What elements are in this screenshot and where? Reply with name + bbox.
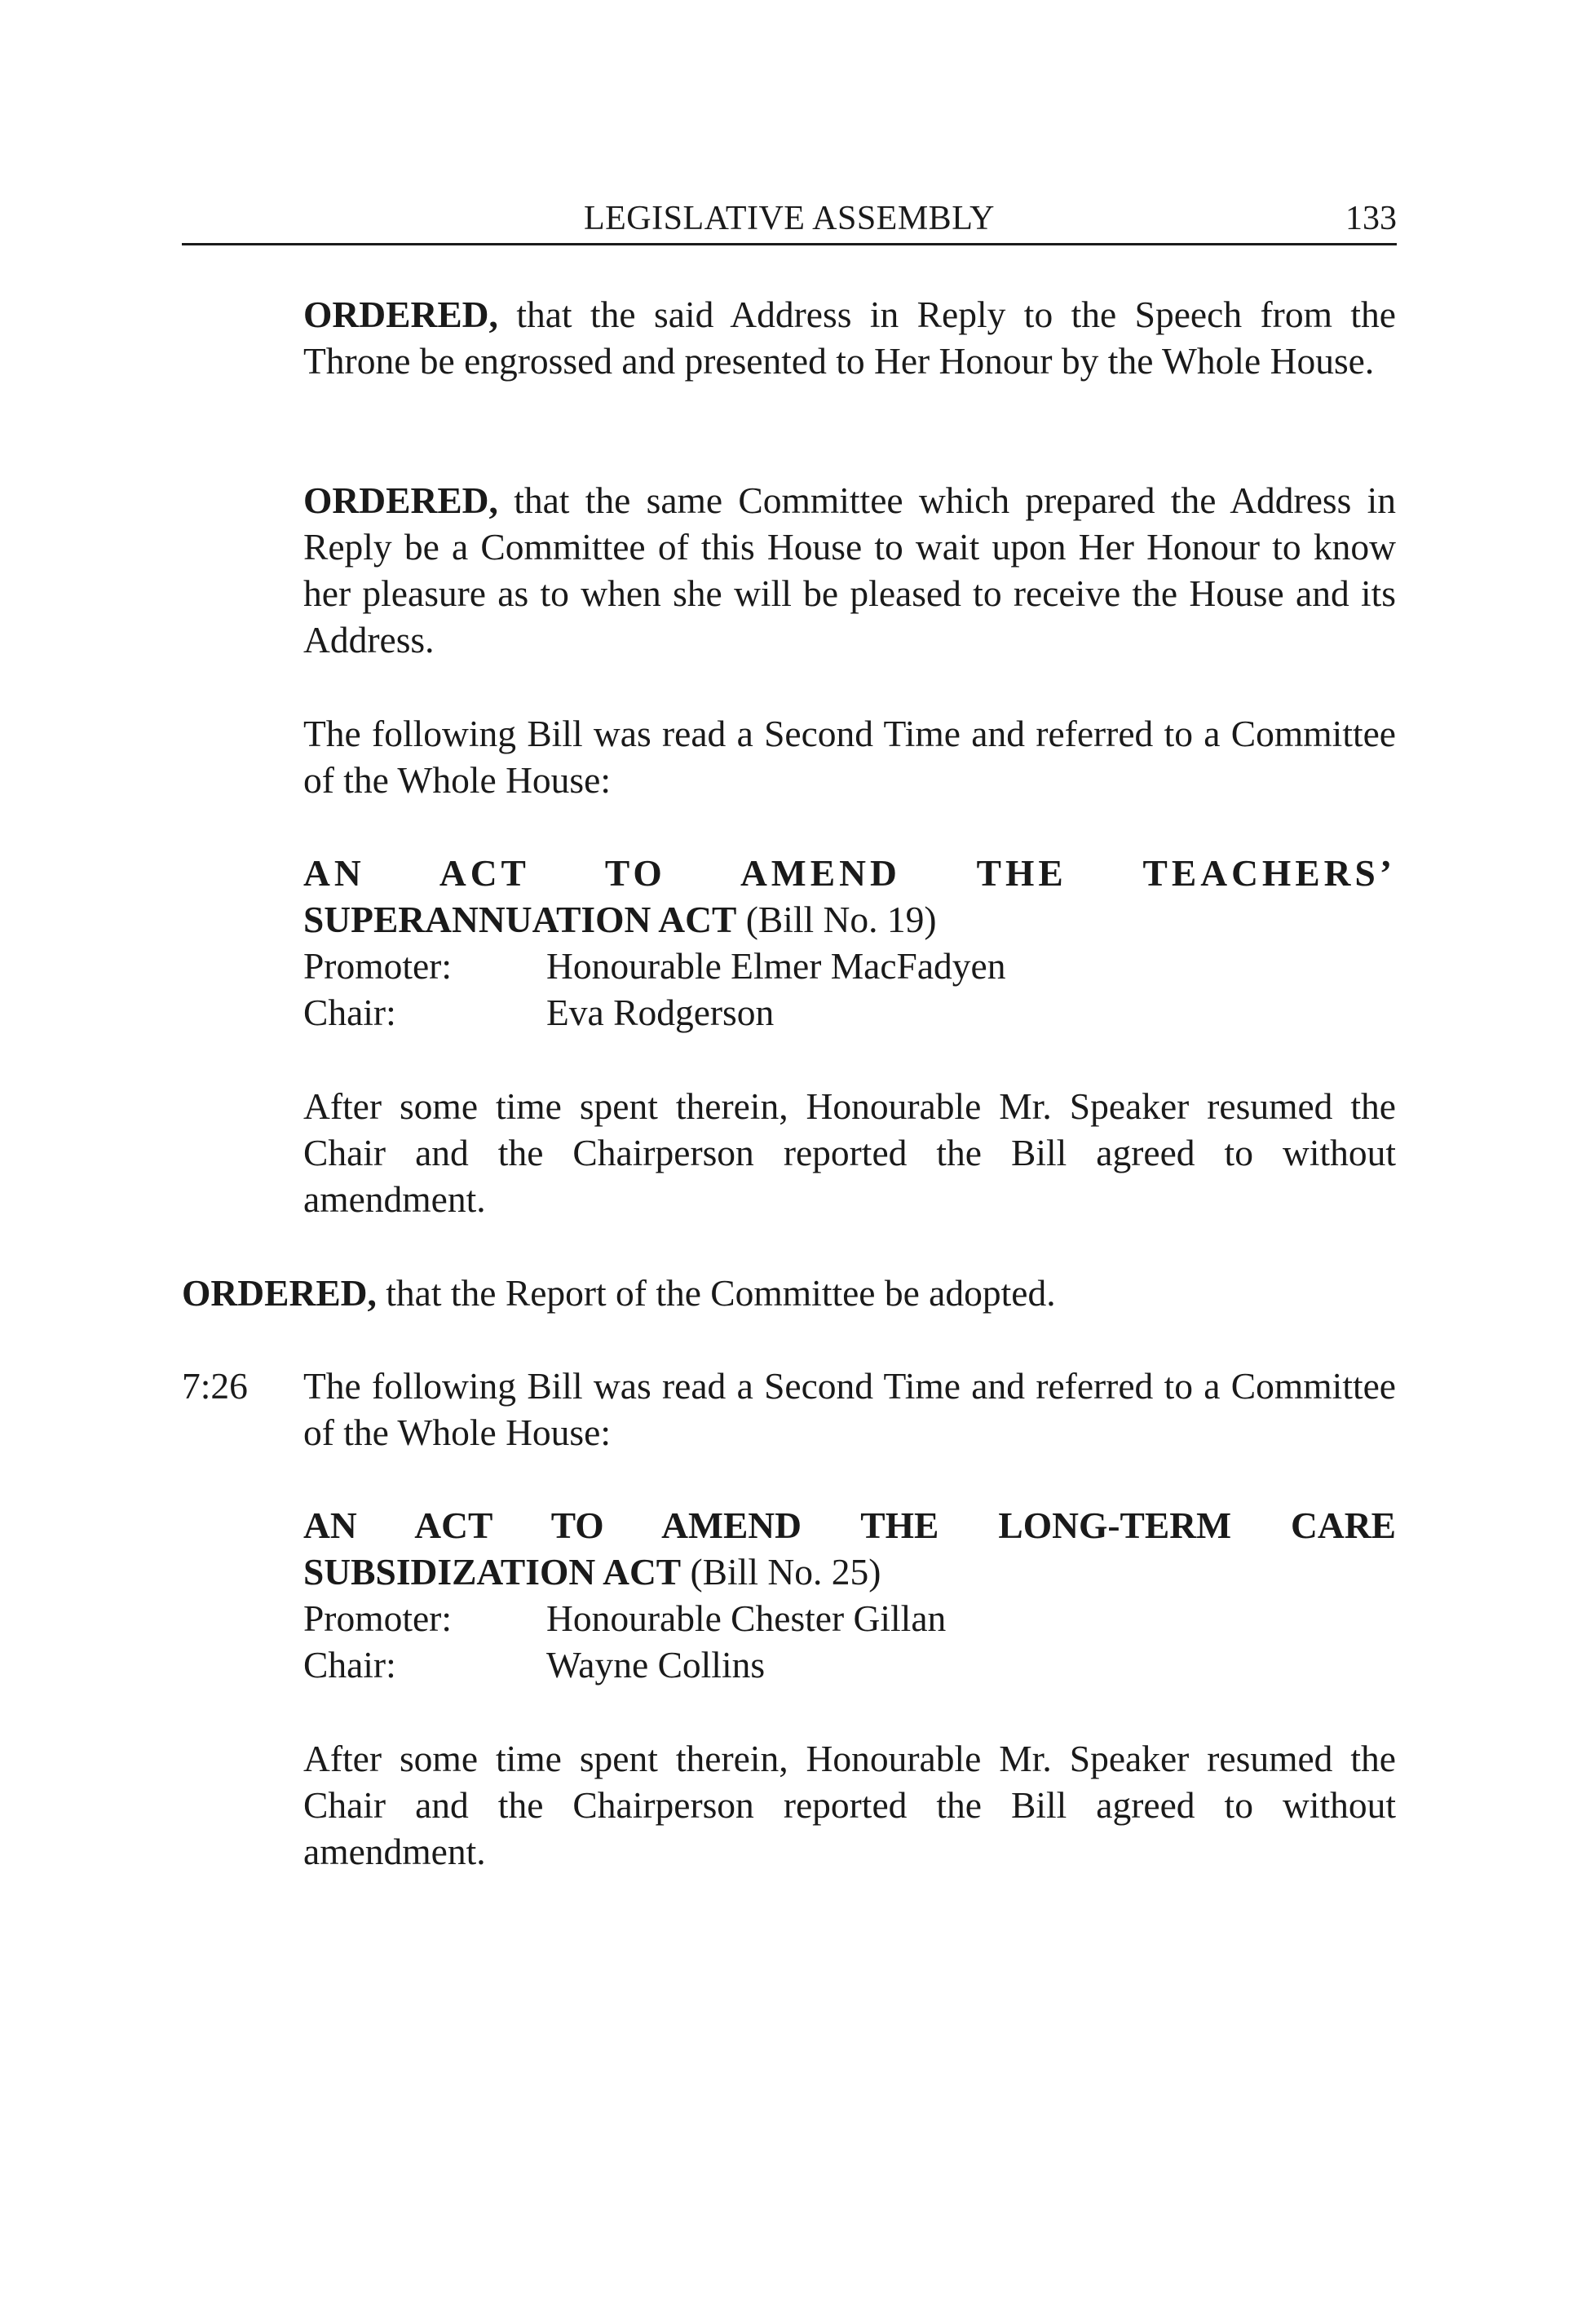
paragraph-text: After some time spent therein, Honourable Mr. Speaker resumed the Chair and the Chairperson reported the Bill agreed to without amendment. (303, 1738, 1396, 1872)
page-number: 133 (1345, 200, 1397, 237)
paragraph-text: that the same Committee which prepared the Address in Reply be a Committee of this House to wait upon Her Honour to know her pleasure as to when she will be pleased to receive the House and its Address. (303, 479, 1396, 661)
chair-value: Eva Rodgerson (546, 992, 775, 1033)
time-stamp: 7:26 (182, 1365, 248, 1407)
bill-number: (Bill No. 25) (681, 1551, 881, 1593)
chair-value: Wayne Collins (546, 1644, 766, 1686)
paragraph-text: that the said Address in Reply to the Speech from the Throne be engrossed and presented to Her Honour by the Whole House. (303, 294, 1396, 382)
ordered-lead: ORDERED, (303, 294, 498, 335)
promoter-row (303, 1595, 1396, 1641)
ordered-engrossed-paragraph (303, 291, 1396, 384)
chair-row (303, 989, 1396, 1036)
bill-title-line2 (303, 1549, 1396, 1595)
paragraph-text: The following Bill was read a Second Time and referred to a Committee of the Whole House: (303, 713, 1396, 801)
bill-title-line2 (303, 896, 1396, 943)
bill-title-bold: SUBSIDIZATION ACT (303, 1551, 682, 1593)
bill-number: (Bill No. 19) (736, 899, 937, 940)
committee-report-paragraph-2 (303, 1735, 1396, 1875)
ordered-lead: ORDERED, (303, 479, 498, 521)
chair-label: Chair: (303, 1644, 396, 1686)
chair-row (303, 1641, 1396, 1688)
bill-title-line1: AN ACT TO AMEND THE LONG-TERM CARE (303, 1504, 1396, 1546)
promoter-label: Promoter: (303, 1597, 452, 1639)
bill-title-line1: AN ACT TO AMEND THE TEACHERS’ (303, 852, 1396, 894)
promoter-value: Honourable Elmer MacFadyen (546, 945, 1006, 987)
promoter-value: Honourable Chester Gillan (546, 1597, 947, 1639)
ordered-report-adopted-paragraph (182, 1270, 1397, 1316)
second-reading-paragraph (303, 710, 1396, 803)
chair-label: Chair: (303, 992, 396, 1033)
bill-25-block (303, 1502, 1396, 1688)
ordered-lead: ORDERED, (182, 1272, 377, 1314)
paragraph-text: The following Bill was read a Second Time and referred to a Committee of the Whole House: (303, 1365, 1396, 1453)
paragraph-text: After some time spent therein, Honourable Mr. Speaker resumed the Chair and the Chairperson reported the Bill agreed to without amendment. (303, 1085, 1396, 1220)
promoter-row (303, 943, 1396, 989)
bill-title-bold: SUPERANNUATION ACT (303, 899, 737, 940)
committee-report-paragraph (303, 1083, 1396, 1222)
ordered-committee-paragraph (303, 477, 1396, 663)
bill-19-block (303, 850, 1396, 1036)
promoter-label: Promoter: (303, 945, 452, 987)
second-reading-paragraph-2 (303, 1363, 1396, 1456)
paragraph-text: that the Report of the Committee be adopted. (376, 1272, 1056, 1314)
page-header (182, 197, 1397, 245)
header-title: LEGISLATIVE ASSEMBLY (584, 200, 995, 237)
